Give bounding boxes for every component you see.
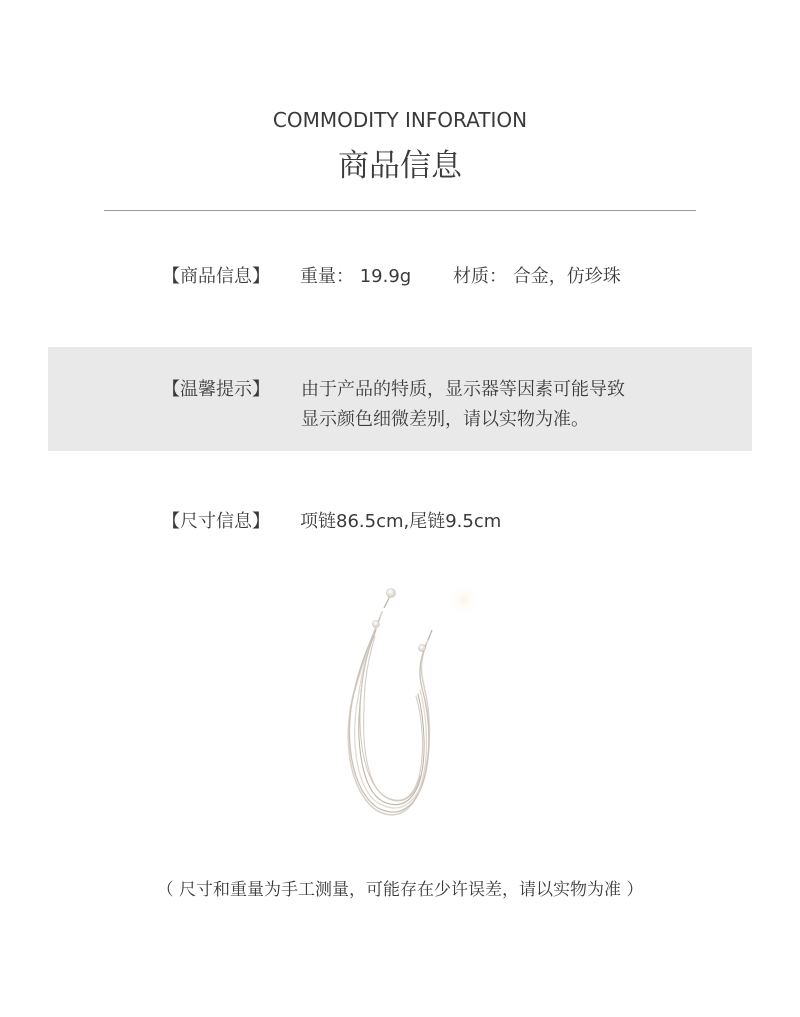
footnote: （ 尺寸和重量为手工测量，可能存在少许误差，请以实物为准 ） <box>156 880 644 900</box>
notice-row <box>48 347 752 451</box>
necklace-image <box>320 578 490 828</box>
title-chinese: 商品信息 <box>338 148 462 184</box>
product-info-row <box>0 262 800 288</box>
notice-line-2: 显示颜色细微差别，请以实物为准。 <box>301 409 589 430</box>
size-value: 项链86.5cm,尾链9.5cm <box>300 511 502 532</box>
notice-label: 【温馨提示】 <box>162 379 270 400</box>
weight-value: 重量： 19.9g <box>300 266 412 287</box>
divider <box>104 210 696 211</box>
product-info-label: 【商品信息】 <box>162 266 270 287</box>
title-english: COMMODITY INFORATION <box>272 108 528 132</box>
notice-text <box>301 375 625 435</box>
material-value: 材质： 合金，仿珍珠 <box>453 266 621 287</box>
size-info-row <box>0 507 800 533</box>
notice-line-1: 由于产品的特质，显示器等因素可能导致 <box>301 379 625 400</box>
size-info-label: 【尺寸信息】 <box>162 511 270 532</box>
